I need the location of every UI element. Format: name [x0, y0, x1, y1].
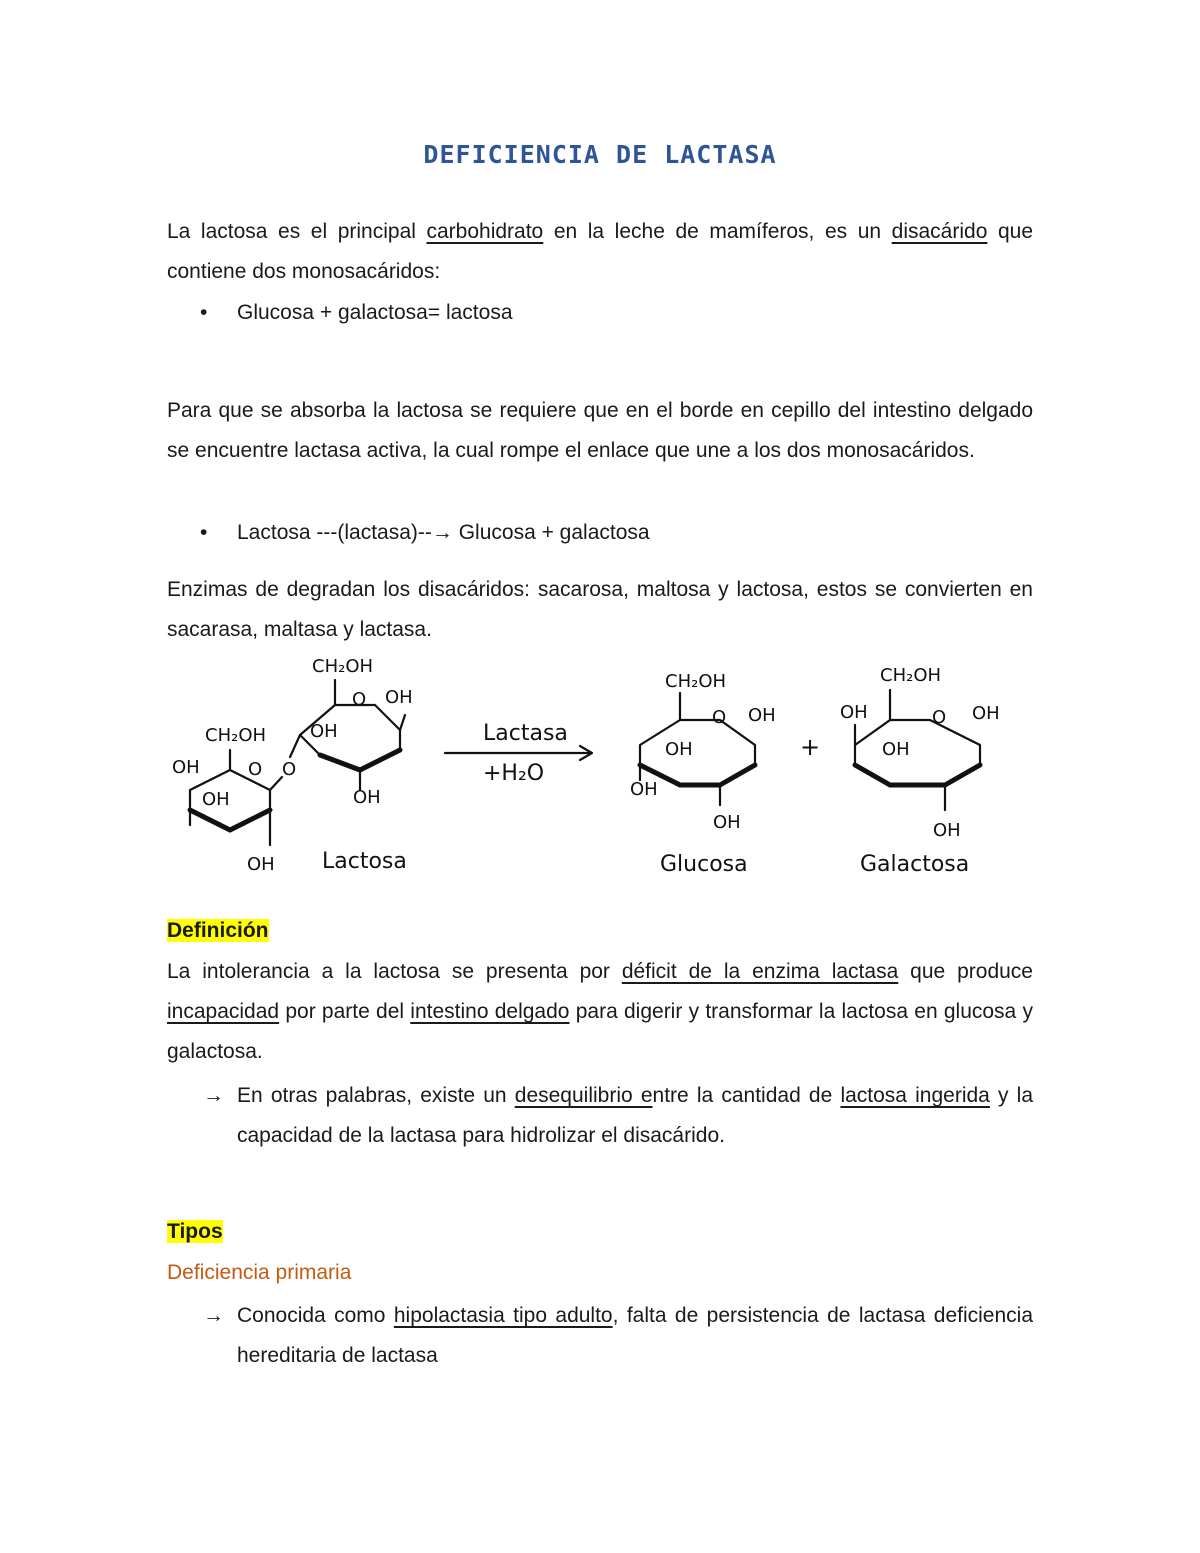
definition-paragraph [167, 952, 1033, 1072]
diagram-oh-label: OH [247, 854, 275, 875]
document-title: DEFICIENCIA DE LACTASA [423, 140, 777, 169]
diagram-oh-label: OH [172, 757, 200, 778]
diagram-oh-label: OH [353, 787, 381, 808]
lactose-hydrolysis-diagram [160, 645, 1040, 885]
diagram-o-label: O [932, 707, 947, 728]
types-heading: Tipos [167, 1220, 223, 1243]
definition-text-1: La intolerancia a la lactosa se presenta por [167, 960, 622, 983]
primary-deficiency-paragraph [237, 1296, 1033, 1376]
arrow-bullet: → [203, 1304, 224, 1327]
definition-underline-intestino: intestino delgado [410, 1000, 570, 1023]
bullet-glucosa-galactosa: Glucosa + galactosa= lactosa [237, 301, 513, 324]
diagram-ch2oh-label: CH₂OH [880, 665, 942, 686]
intro-text-1: La lactosa es el principal [167, 220, 427, 243]
diagram-plus-sign: + [800, 733, 821, 761]
primary-text-2: , falta de persistencia de lactasa deficiencia hereditaria de lactasa [237, 1304, 1034, 1367]
diagram-enzyme-label: Lactasa [483, 721, 568, 746]
intro-text-3: que contiene dos monosacáridos: [167, 220, 1034, 283]
definition-text-3: por parte del [279, 1000, 411, 1023]
diagram-o-label: O [282, 759, 297, 780]
definition-text-2: que produce [898, 960, 1033, 983]
diagram-oh-label: OH [882, 739, 910, 760]
diagram-o-label: O [248, 759, 263, 780]
diagram-ch2oh-label: CH₂OH [205, 725, 267, 746]
diagram-oh-label: OH [933, 820, 961, 841]
definition-heading: Definición [167, 919, 269, 942]
diagram-oh-label: OH [665, 739, 693, 760]
diagram-oh-label: OH [385, 687, 413, 708]
arrow-text-2: ntre la cantidad de [652, 1084, 841, 1107]
diagram-oh-label: OH [972, 703, 1000, 724]
arrow-text-3: y la capacidad de la lactasa para hidrolizar el disacárido. [237, 1084, 1034, 1147]
diagram-oh-label: OH [310, 721, 338, 742]
arrow-bullet: → [203, 1084, 224, 1107]
intro-underline-carbohidrato: carbohidrato [426, 220, 544, 243]
diagram-oh-label: OH [748, 705, 776, 726]
absorption-paragraph: Para que se absorba la lactosa se requiere que en el borde en cepillo del intestino delgado se encuentre lactasa activa, la cual rompe el enlace que une a los dos monosacáridos. [167, 399, 1033, 462]
enzymes-paragraph: Enzimas de degradan los disacáridos: sacarosa, maltosa y lactosa, estos se convierten en sacarasa, maltasa y lactasa. [167, 578, 1033, 641]
primary-deficiency-subheading: Deficiencia primaria [167, 1261, 352, 1284]
definition-underline-deficit: déficit de la enzima lactasa [621, 960, 899, 983]
diagram-oh-label: OH [630, 779, 658, 800]
definition-text-4: para digerir y transformar la lactosa en glucosa y galactosa. [167, 1000, 1033, 1063]
diagram-water-label: +H₂O [483, 761, 545, 786]
diagram-o-label: O [352, 689, 367, 710]
bullet-dot: • [200, 521, 208, 544]
intro-paragraph [167, 212, 1033, 292]
primary-underline-hipolactasia: hipolactasia tipo adulto [393, 1304, 613, 1327]
definition-arrow-paragraph [237, 1076, 1033, 1156]
diagram-oh-label: OH [202, 789, 230, 810]
arrow-underline-lactosa-ingerida: lactosa ingerida [840, 1084, 990, 1107]
diagram-oh-label: OH [840, 702, 868, 723]
diagram-ch2oh-label: CH₂OH [312, 656, 374, 677]
bullet-lactosa-reaction: Lactosa ---(lactasa)--→ Glucosa + galactosa [237, 521, 650, 544]
bullet-dot: • [200, 301, 208, 324]
arrow-text-1: En otras palabras, existe un [237, 1084, 515, 1107]
diagram-o-label: O [712, 707, 727, 728]
diagram-oh-label: OH [713, 812, 741, 833]
definition-underline-incapacidad: incapacidad [167, 1000, 280, 1023]
primary-text-1: Conocida como [237, 1304, 394, 1327]
diagram-glucosa-label: Glucosa [660, 852, 748, 877]
diagram-lactosa-label: Lactosa [322, 849, 407, 874]
diagram-ch2oh-label: CH₂OH [665, 671, 727, 692]
arrow-underline-desequilibrio: desequilibrio e [514, 1084, 653, 1107]
intro-underline-disacarido: disacárido [891, 220, 988, 243]
diagram-galactosa-label: Galactosa [860, 852, 970, 877]
intro-text-2: en la leche de mamíferos, es un [543, 220, 892, 243]
